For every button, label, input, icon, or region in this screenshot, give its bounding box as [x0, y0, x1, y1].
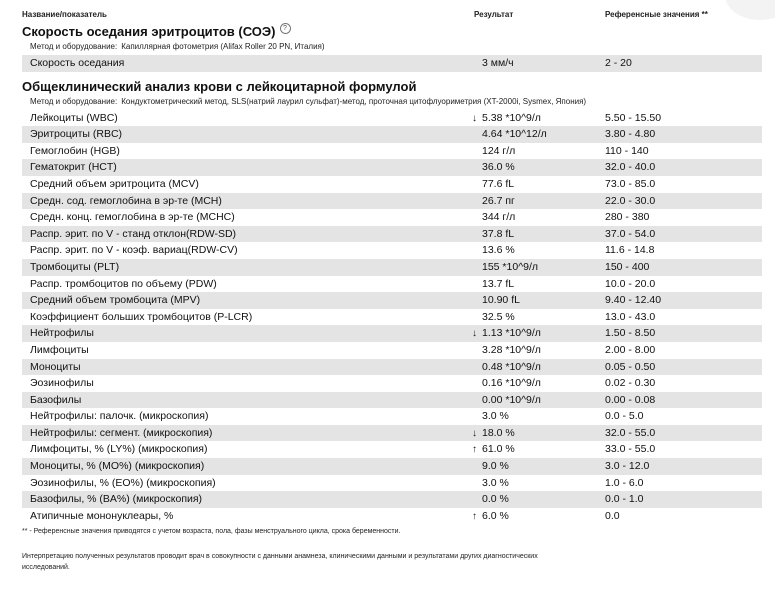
esr-section-title — [22, 23, 762, 41]
row-reference: 0.0 — [605, 509, 620, 522]
row-reference: 9.40 - 12.40 — [605, 294, 662, 307]
row-name: Гематокрит (HCT) — [30, 161, 117, 174]
arrow-up-icon: ↑ — [472, 510, 477, 522]
row-result-value: 3.28 *10^9/л — [482, 343, 541, 356]
table-row — [22, 491, 762, 508]
table-row — [22, 359, 762, 376]
row-result-value: 1.13 *10^9/л — [482, 327, 541, 340]
table-row — [22, 110, 762, 127]
row-reference: 3.0 - 12.0 — [605, 460, 650, 473]
row-result — [472, 475, 509, 492]
row-result — [472, 342, 541, 359]
row-name: Нейтрофилы — [30, 327, 94, 340]
row-result-value: 13.6 % — [482, 244, 515, 257]
row-name: Моноциты — [30, 360, 81, 373]
esr-title-text: Скорость оседания эритроцитов (СОЭ) — [22, 24, 276, 39]
row-reference: 280 - 380 — [605, 211, 650, 224]
row-name: Гемоглобин (HGB) — [30, 144, 120, 157]
row-name: Нейтрофилы: палочк. (микроскопия) — [30, 410, 209, 423]
row-result-value: 77.6 fL — [482, 177, 515, 190]
table-row — [22, 425, 762, 442]
row-reference: 32.0 - 55.0 — [605, 426, 656, 439]
table-row — [22, 55, 762, 72]
row-result — [472, 441, 515, 459]
row-name: Базофилы — [30, 393, 82, 406]
row-reference: 22.0 - 30.0 — [605, 194, 656, 207]
row-result-value: 344 г/л — [482, 211, 516, 224]
row-name: Средний объем тромбоцита (MPV) — [30, 294, 201, 307]
help-icon[interactable]: ? — [280, 23, 291, 34]
row-result — [472, 55, 514, 72]
row-result-value: 37.8 fL — [482, 227, 515, 240]
cbc-title-text: Общеклинический анализ крови с лейкоцитарной формулой — [22, 78, 417, 94]
row-result — [472, 276, 514, 293]
row-reference: 0.00 - 0.08 — [605, 393, 656, 406]
esr-method-label: Метод и оборудование: — [30, 42, 118, 51]
row-name: Средн. конц. гемоглобина в эр-те (MCHC) — [30, 211, 235, 224]
row-reference: 2.00 - 8.00 — [605, 343, 656, 356]
table-row — [22, 159, 762, 176]
row-name: Средн. сод. гемоглобина в эр-те (MCH) — [30, 194, 222, 207]
table-row — [22, 441, 762, 458]
row-reference: 32.0 - 40.0 — [605, 161, 656, 174]
row-result — [472, 375, 541, 392]
row-reference: 13.0 - 43.0 — [605, 310, 656, 323]
row-reference: 11.6 - 14.8 — [605, 244, 655, 257]
row-result-value: 9.0 % — [482, 460, 509, 473]
row-result — [472, 176, 514, 193]
table-row — [22, 325, 762, 342]
row-name: Эозинофилы, % (EO%) (микроскопия) — [30, 476, 216, 489]
row-name: Эозинофилы — [30, 377, 94, 390]
table-row — [22, 392, 762, 409]
table-row — [22, 143, 762, 160]
row-reference: 10.0 - 20.0 — [605, 277, 656, 290]
row-reference: 37.0 - 54.0 — [605, 227, 656, 240]
arrow-down-icon: ↓ — [472, 112, 477, 124]
row-reference: 110 - 140 — [605, 144, 649, 157]
row-reference: 3.80 - 4.80 — [605, 128, 656, 141]
row-result-value: 5.38 *10^9/л — [482, 111, 541, 124]
row-result-value: 10.90 fL — [482, 294, 520, 307]
arrow-down-icon: ↓ — [472, 427, 477, 439]
row-result-value: 0.48 *10^9/л — [482, 360, 541, 373]
row-name: Распр. эрит. по V - коэф. вариац(RDW-CV) — [30, 244, 238, 257]
table-row — [22, 209, 762, 226]
table-row — [22, 226, 762, 243]
row-result — [472, 408, 509, 425]
table-row — [22, 309, 762, 326]
row-result — [472, 242, 515, 259]
row-result — [472, 292, 520, 309]
row-name: Лейкоциты (WBC) — [30, 111, 118, 124]
interpretation-note: Интерпретацию полученных результатов проводит врач в совокупности с данными анамнеза, клиническими данными и результатами других диагностических исследований. — [22, 553, 538, 572]
table-row — [22, 475, 762, 492]
table-row — [22, 508, 762, 525]
row-name: Лимфоциты — [30, 343, 89, 356]
row-reference: 0.05 - 0.50 — [605, 360, 656, 373]
row-result — [472, 159, 515, 176]
arrow-down-icon: ↓ — [472, 328, 477, 340]
row-name: Тромбоциты (PLT) — [30, 260, 120, 273]
row-reference: 0.02 - 0.30 — [605, 377, 656, 390]
row-result-value: 61.0 % — [482, 443, 515, 456]
row-result — [472, 126, 547, 143]
row-result-value: 3 мм/ч — [482, 57, 514, 69]
row-result — [472, 226, 514, 243]
row-result — [472, 325, 541, 343]
row-result — [472, 143, 515, 160]
row-result-value: 26.7 пг — [482, 194, 515, 207]
esr-method-value: Капиллярная фотометрия (Alifax Roller 20 PN, Италия) — [121, 42, 325, 51]
row-reference: 2 - 20 — [605, 57, 632, 69]
cbc-method-label: Метод и оборудование: — [30, 96, 118, 106]
row-result — [472, 193, 515, 210]
cbc-method-value: Кондуктометрический метод, SLS(натрий лаурил сульфат)-метод, проточная цитофлуориметрия (XT-2000i, Sysmex, Япония) — [121, 96, 587, 106]
row-result — [472, 309, 515, 326]
row-result — [472, 458, 509, 475]
lab-report — [22, 6, 762, 573]
row-name: Распр. тромбоцитов по объему (PDW) — [30, 277, 217, 290]
row-result-value: 0.16 *10^9/л — [482, 377, 541, 390]
header-result: Результат — [474, 10, 514, 19]
row-name: Скорость оседания — [30, 57, 125, 69]
table-header — [22, 6, 762, 20]
row-result-value: 155 *10^9/л — [482, 260, 539, 273]
row-reference: 0.0 - 5.0 — [605, 410, 644, 423]
header-name: Название/показатель — [22, 10, 107, 19]
row-name: Нейтрофилы: сегмент. (микроскопия) — [30, 426, 213, 439]
table-row — [22, 342, 762, 359]
table-row — [22, 126, 762, 143]
esr-table — [22, 55, 762, 72]
footnote: ** - Референсные значения приводятся с учетом возраста, пола, фазы менструального цикла, срока беременности. — [22, 528, 401, 536]
row-name: Коэффициент больших тромбоцитов (P-LCR) — [30, 310, 253, 323]
row-name: Атипичные мононуклеары, % — [30, 509, 174, 522]
cbc-section-title — [22, 78, 762, 96]
row-result-value: 4.64 *10^12/л — [482, 128, 547, 141]
row-reference: 150 - 400 — [605, 260, 650, 273]
row-name: Распр. эрит. по V - станд отклон(RDW-SD) — [30, 227, 237, 240]
row-reference: 0.0 - 1.0 — [605, 493, 644, 506]
table-row — [22, 458, 762, 475]
arrow-up-icon: ↑ — [472, 444, 477, 456]
row-name: Средний объем эритроцита (MCV) — [30, 177, 199, 190]
row-result-value: 3.0 % — [482, 476, 509, 489]
row-result — [472, 425, 515, 443]
row-result-value: 0.00 *10^9/л — [482, 393, 541, 406]
row-result-value: 32.5 % — [482, 310, 515, 323]
row-result — [472, 110, 541, 128]
row-reference: 1.50 - 8.50 — [605, 327, 656, 340]
table-row — [22, 242, 762, 259]
row-reference: 1.0 - 6.0 — [605, 476, 644, 489]
row-result-value: 0.0 % — [482, 493, 509, 506]
row-result-value: 13.7 fL — [482, 277, 515, 290]
row-name: Эритроциты (RBC) — [30, 128, 123, 141]
row-result — [472, 209, 515, 226]
cbc-table — [22, 110, 762, 525]
row-result — [472, 392, 541, 409]
table-row — [22, 176, 762, 193]
row-reference: 33.0 - 55.0 — [605, 443, 656, 456]
row-result-value: 36.0 % — [482, 161, 515, 174]
table-row — [22, 375, 762, 392]
row-reference: 5.50 - 15.50 — [605, 111, 662, 124]
header-reference: Референсные значения ** — [605, 10, 708, 19]
row-name: Базофилы, % (BA%) (микроскопия) — [30, 493, 203, 506]
row-result — [472, 359, 541, 376]
table-row — [22, 408, 762, 425]
table-row — [22, 276, 762, 293]
table-row — [22, 193, 762, 210]
table-row — [22, 292, 762, 309]
row-result-value: 6.0 % — [482, 509, 509, 522]
row-result-value: 18.0 % — [482, 426, 515, 439]
row-result-value: 3.0 % — [482, 410, 509, 423]
row-result — [472, 491, 509, 508]
cbc-method — [22, 96, 670, 108]
row-name: Моноциты, % (MO%) (микроскопия) — [30, 460, 205, 473]
row-name: Лимфоциты, % (LY%) (микроскопия) — [30, 443, 208, 456]
table-row — [22, 259, 762, 276]
row-result — [472, 508, 509, 526]
row-reference: 73.0 - 85.0 — [605, 177, 656, 190]
esr-method — [22, 41, 670, 53]
row-result — [472, 259, 538, 276]
row-result-value: 124 г/л — [482, 144, 516, 157]
